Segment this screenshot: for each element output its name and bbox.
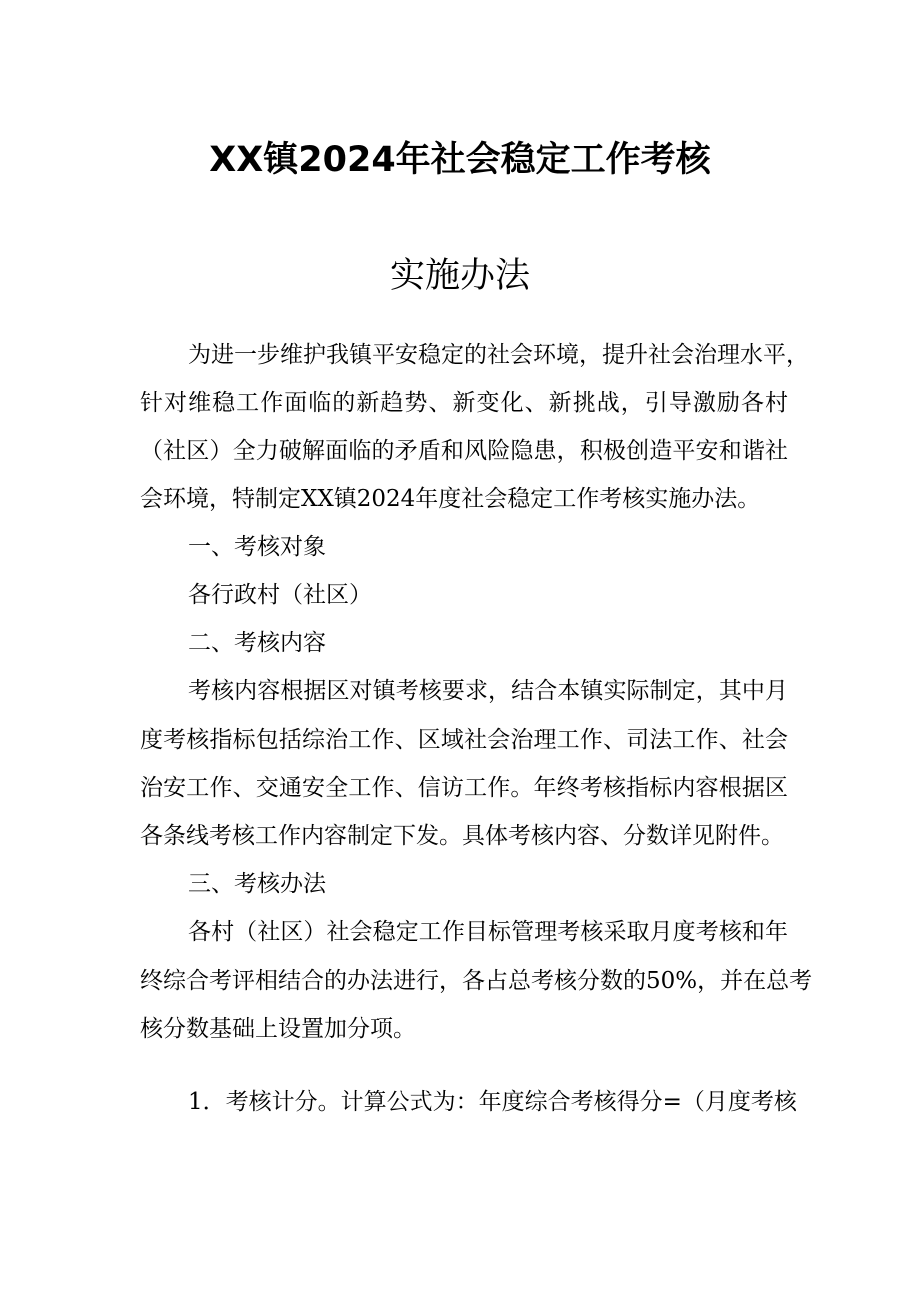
document-subtitle: 实施办法 bbox=[389, 256, 530, 296]
section-2-line: 度考核指标包括综治工作、区域社会治理工作、司法工作、社会 bbox=[140, 727, 788, 753]
document-title: XX镇2024年社会稳定工作考核 bbox=[209, 140, 711, 180]
section-2-line: 考核内容根据区对镇考核要求，结合本镇实际制定，其中月 bbox=[188, 678, 788, 704]
section-heading-2: 二、考核内容 bbox=[188, 630, 326, 656]
section-2-line: 治安工作、交通安全工作、信访工作。年终考核指标内容根据区 bbox=[140, 775, 788, 801]
section-2-line: 各条线考核工作内容制定下发。具体考核内容、分数详见附件。 bbox=[140, 823, 784, 849]
section-3-line: 终综合考评相结合的办法进行，各占总考核分数的50%，并在总考 bbox=[140, 968, 813, 994]
paragraph-intro-line: （社区）全力破解面临的矛盾和风险隐患，积极创造平安和谐社 bbox=[140, 438, 788, 464]
section-3-line: 各村（社区）社会稳定工作目标管理考核采取月度考核和年 bbox=[188, 919, 788, 945]
section-1-text: 各行政村（社区） bbox=[188, 582, 372, 608]
scoring-item-line: 1．考核计分。计算公式为：年度综合考核得分=（月度考核 bbox=[188, 1089, 797, 1115]
paragraph-intro-line: 针对维稳工作面临的新趋势、新变化、新挑战，引导激励各村 bbox=[140, 390, 788, 416]
section-heading-3: 三、考核办法 bbox=[188, 871, 326, 897]
section-3-line: 核分数基础上设置加分项。 bbox=[140, 1016, 416, 1042]
section-heading-1: 一、考核对象 bbox=[188, 534, 326, 560]
paragraph-intro-line: 会环境，特制定XX镇2024年度社会稳定工作考核实施办法。 bbox=[140, 486, 761, 512]
paragraph-intro-line: 为进一步维护我镇平安稳定的社会环境，提升社会治理水平， bbox=[188, 342, 809, 368]
